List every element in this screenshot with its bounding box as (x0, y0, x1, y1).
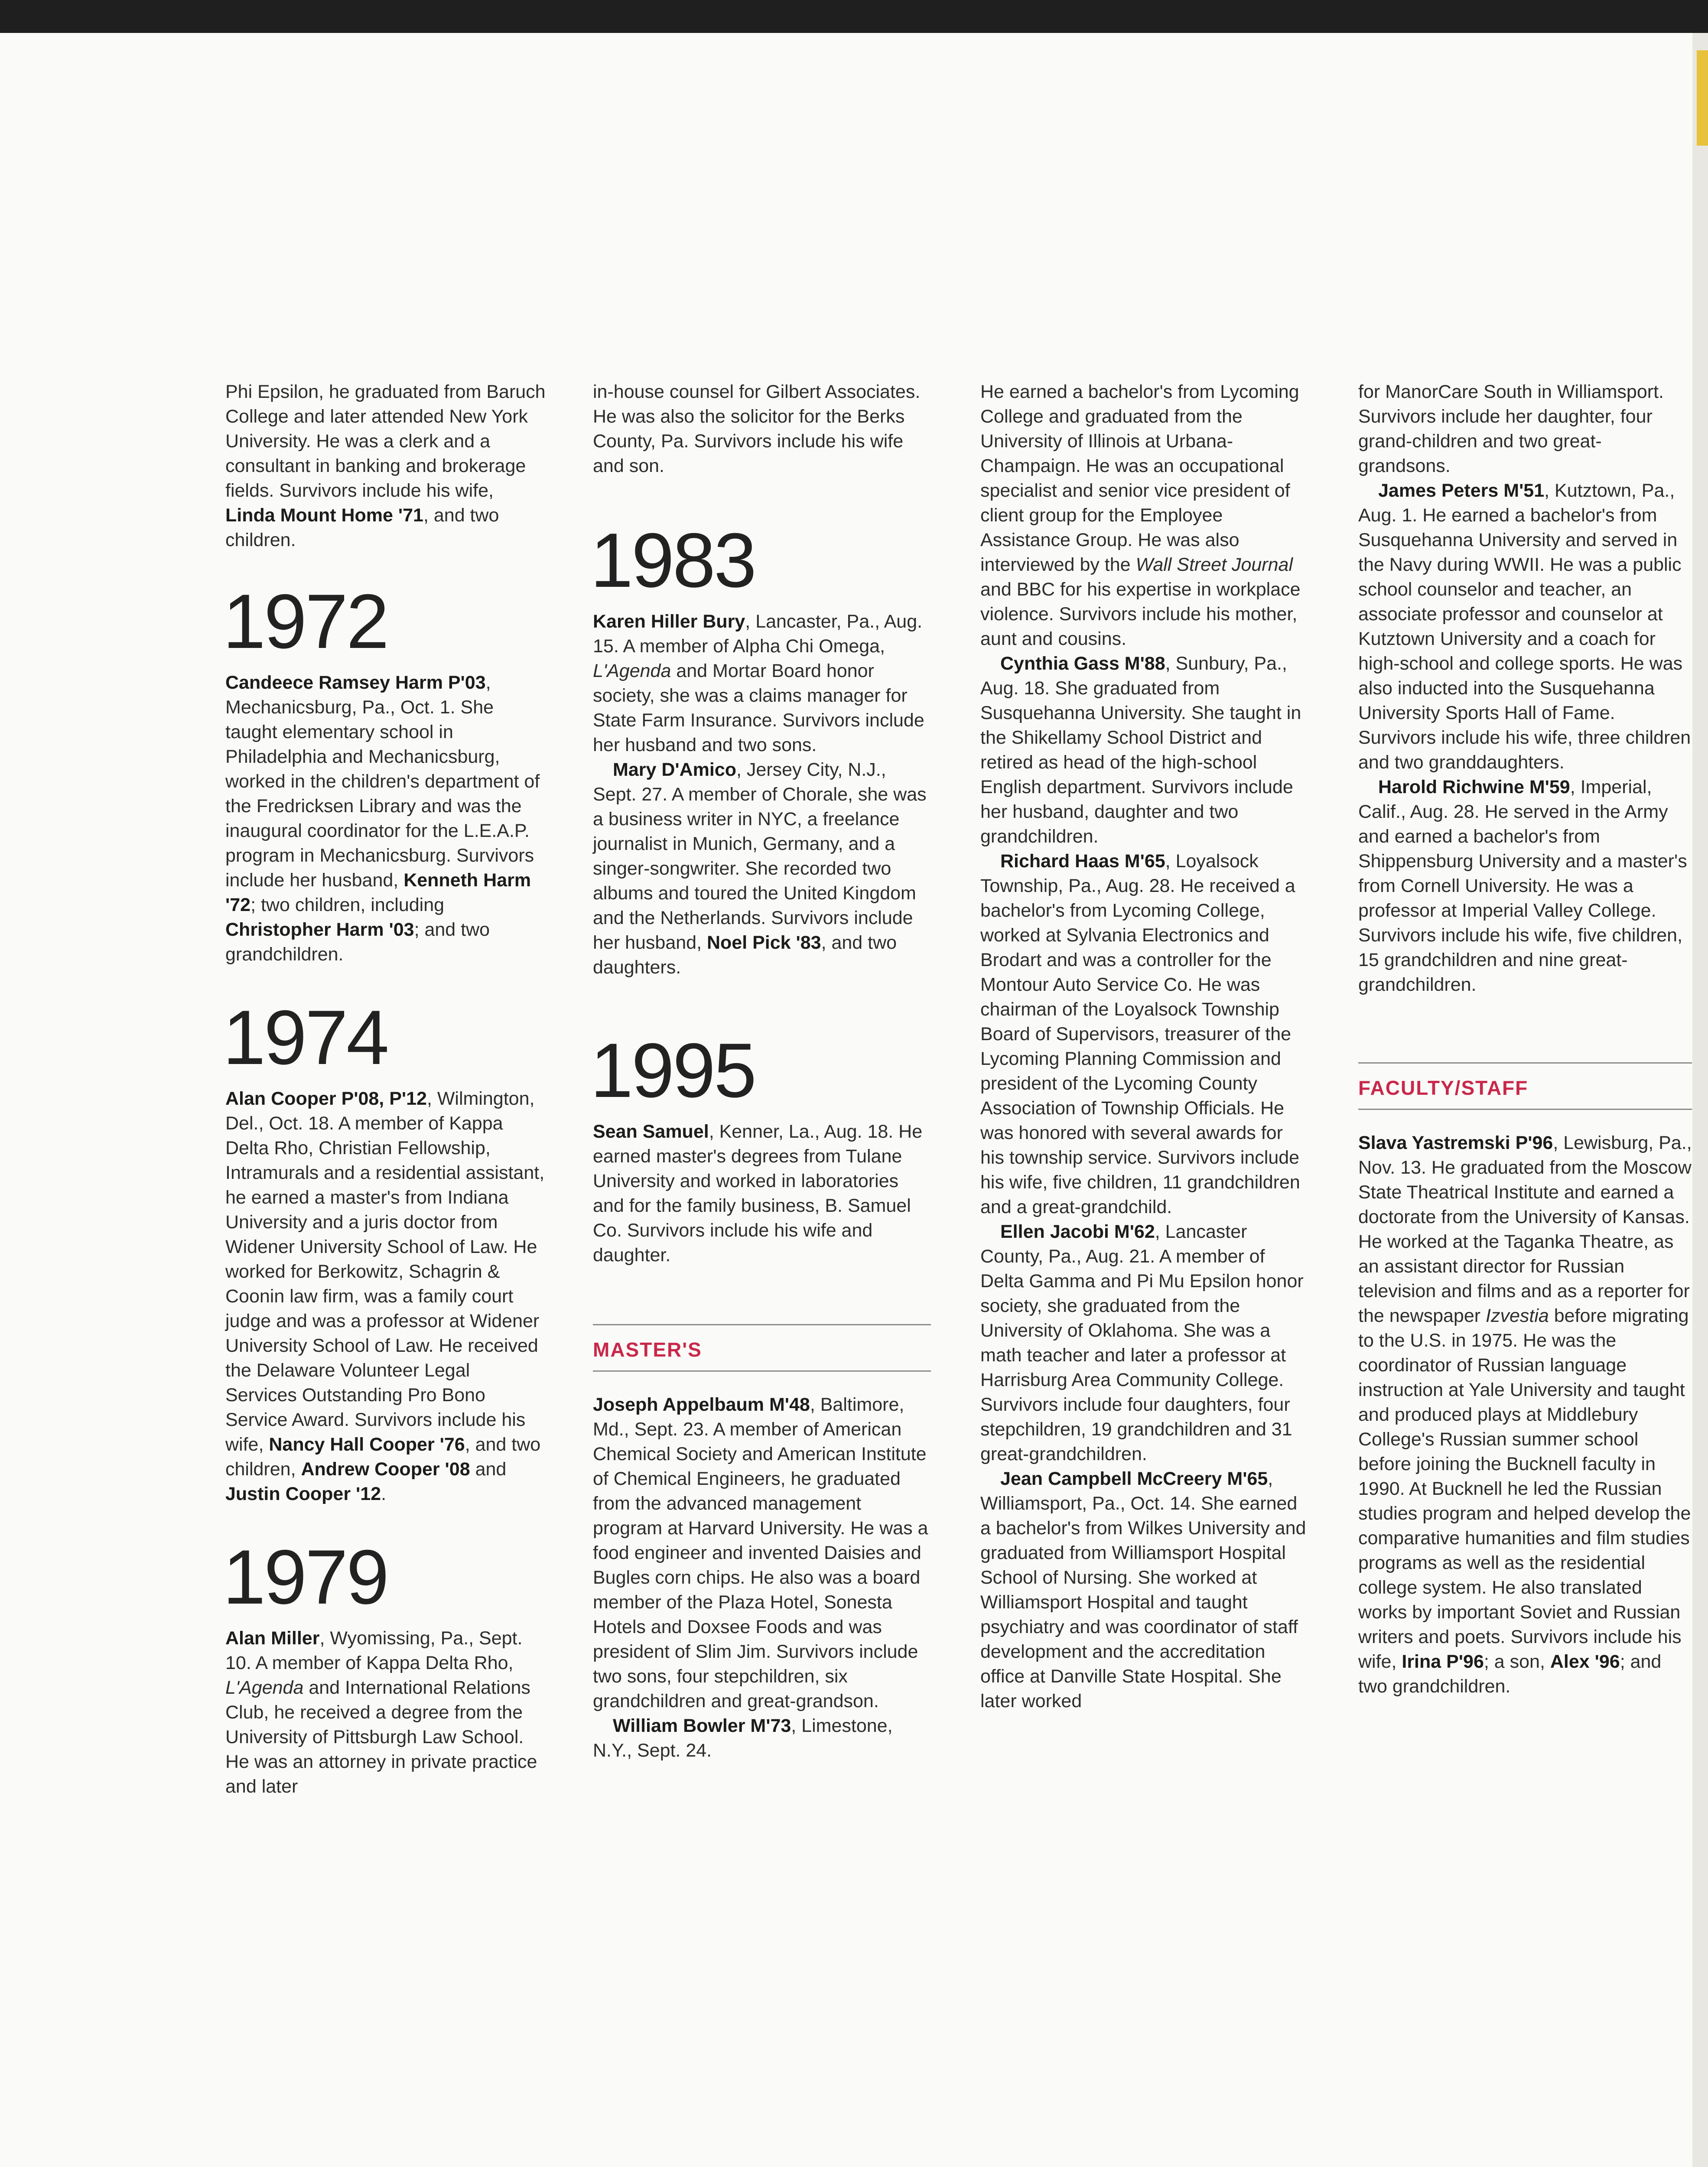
obituary-entry: Alan Cooper P'08, P'12, Wilmington, Del., Oct. 18. A member of Kappa Delta Rho, Christian Fellowship, Intramurals and a residential assistant, he earned a master's from Indiana University and a juris doctor from Widener University School of Law. He worked for Berkowitz, Schagrin & Coonin law firm, was a family court judge and was a professor at Widener University School of Law. He received the Delaware Volunteer Legal Services Outstanding Pro Bono Service Award. Survivors include his wife, Nancy Hall Cooper '76, and two children, Andrew Cooper '08 and Justin Cooper '12. (225, 1088, 545, 1504)
obituary-entry: Joseph Appelbaum M'48, Baltimore, Md., Sept. 23. A member of American Chemical Society and American Institute of Chemical Engineers, he graduated from the advanced management program at Harvard University. He was a food engineer and invented Daisies and Bugles corn chips. He also was a board member of the Plaza Hotel, Sonesta Hotels and Doxsee Foods and was president of Slim Jim. Survivors include two sons, four stepchildren, six grandchildren and great-grandson. (593, 1394, 928, 1711)
section-heading-faculty-staff: FACULTY/STAFF (1358, 1062, 1692, 1110)
year-heading-1983: 1983 (590, 517, 755, 603)
obituary-entry: Mary D'Amico, Jersey City, N.J., Sept. 27. A member of Chorale, she was a business writer in NYC, a freelance journalist in Munich, Germany, and a singer-songwriter. She recorded two albums and toured the United Kingdom and the Netherlands. Survivors include her husband, Noel Pick '83, and two daughters. (593, 759, 927, 978)
continued-obituary: in-house counsel for Gilbert Associates. He was also the solicitor for the Berks County, Pa. Survivors include his wife and son. (593, 381, 921, 476)
column-2 (590, 380, 931, 1763)
column-1 (225, 380, 546, 1799)
obituary-entry: Alan Miller, Wyomissing, Pa., Sept. 10. A member of Kappa Delta Rho, L'Agenda and International Relations Club, he received a degree from the University of Pittsburgh Law School. He was an attorney in private practice and later (225, 1628, 537, 1797)
section-heading-masters: MASTER'S (593, 1324, 931, 1372)
obituary-entry: Ellen Jacobi M'62, Lancaster County, Pa., Aug. 21. A member of Delta Gamma and Pi Mu Epsilon honor society, she graduated from the University of Oklahoma. She was a math teacher and later a professor at Harrisburg Area Community College. Survivors include four daughters, four stepchildren, 19 grandchildren and 31 great-grandchildren. (980, 1221, 1304, 1464)
obituary-entry: James Peters M'51, Kutztown, Pa., Aug. 1. He earned a bachelor's from Susquehanna University and served in the Navy during WWII. He was a public school counselor and teacher, an associate professor and counselor at Kutztown University and a coach for high-school and college sports. He was also inducted into the Susquehanna University Sports Hall of Fame. Survivors include his wife, three children and two granddaughters. (1358, 480, 1691, 773)
obituary-entry: Cynthia Gass M'88, Sunbury, Pa., Aug. 18. She graduated from Susquehanna University. She taught in the Shikellamy School District and retired as head of the high-school English department. Survivors include her husband, daughter and two grandchildren. (980, 653, 1301, 847)
obituary-entry: Harold Richwine M'59, Imperial, Calif., Aug. 28. He served in the Army and earned a bachelor's from Shippensburg University and a master's from Cornell University. He was a professor at Imperial Valley College. Survivors include his wife, five children, 15 grandchildren and nine great-grandchildren. (1358, 777, 1687, 995)
edge-color-mark (1697, 50, 1708, 146)
continued-obituary: Phi Epsilon, he graduated from Baruch College and later attended New York University. He was a clerk and a consultant in banking and brokerage fields. Survivors include his wife, Linda Mount Home '71, and two children. (225, 381, 546, 550)
continued-obituary: for ManorCare South in Williamsport. Survivors include her daughter, four grand-children and two great-grandsons. (1358, 381, 1664, 476)
obituary-entry: Karen Hiller Bury, Lancaster, Pa., Aug. 15. A member of Alpha Chi Omega, L'Agenda and Mortar Board honor society, she was a claims manager for State Farm Insurance. Survivors include her husband and two sons. (593, 611, 924, 755)
obituary-entry: Jean Campbell McCreery M'65, Williamsport, Pa., Oct. 14. She earned a bachelor's from Wilkes University and graduated from Williamsport Hospital School of Nursing. She worked at Williamsport Hospital and taught psychiatry and was coordinator of staff development and the accreditation office at Danville State Hospital. She later worked (980, 1468, 1306, 1711)
obituary-entry: Candeece Ramsey Harm P'03, Mechanicsburg, Pa., Oct. 1. She taught elementary school in Philadelphia and Mechanicsburg, worked in the children's department of the Fredricksen Library and was the inaugural coordinator for the L.E.A.P. program in Mechanicsburg. Survivors include her husband, Kenneth Harm '72; two children, including Christopher Harm '03; and two grandchildren. (225, 672, 540, 965)
obituary-entry: Sean Samuel, Kenner, La., Aug. 18. He earned master's degrees from Tulane University and worked in laboratories and for the family business, B. Samuel Co. Survivors include his wife and daughter. (593, 1121, 923, 1266)
obituary-entry: Slava Yastremski P'96, Lewisburg, Pa., Nov. 13. He graduated from the Moscow State Theatrical Institute and earned a doctorate from the University of Kansas. He worked at the Taganka Theatre, as an assistant director for Russian television and films and as a reporter for the newspaper Izvestia before migrating to the U.S. in 1975. He was the coordinator of Russian language instruction at Yale University and taught and produced plays at Middlebury College's Russian summer school before joining the Bucknell faculty in 1990. At Bucknell he led the Russian studies program and helped develop the comparative humanities and film studies programs as well as the residential college system. He also translated works by important Soviet and Russian writers and poets. Survivors include his wife, Irina P'96; a son, Alex '96; and two grandchildren. (1358, 1132, 1692, 1697)
obituary-entry: Richard Haas M'65, Loyalsock Township, Pa., Aug. 28. He received a bachelor's from Lycoming College, worked at Sylvania Electronics and Brodart and was a controller for the Montour Auto Service Co. He was chairman of the Loyalsock Township Board of Supervisors, treasurer of the Lycoming Planning Commission and president of the Lycoming County Association of Township Officials. He was honored with several awards for his township service. Survivors include his wife, five children, 11 grandchildren and a great-grandchild. (980, 851, 1300, 1217)
year-heading-1995: 1995 (590, 1027, 755, 1113)
obituary-entry: William Bowler M'73, Limestone, N.Y., Sept. 24. (593, 1715, 893, 1761)
year-heading-1974: 1974 (223, 994, 387, 1080)
column-4 (1358, 380, 1692, 1699)
adjacent-page-edge (1692, 33, 1708, 2167)
magazine-page (0, 33, 1692, 2167)
year-heading-1972: 1972 (223, 578, 387, 664)
column-3 (980, 380, 1310, 1714)
continued-obituary: He earned a bachelor's from Lycoming College and graduated from the University of Illinois at Urbana-Champaign. He was an occupational specialist and senior vice president of client group for the Employee Assistance Group. He was also interviewed by the Wall Street Journal and BBC for his expertise in workplace violence. Survivors include his mother, aunt and cousins. (980, 381, 1301, 649)
year-heading-1979: 1979 (223, 1534, 387, 1620)
